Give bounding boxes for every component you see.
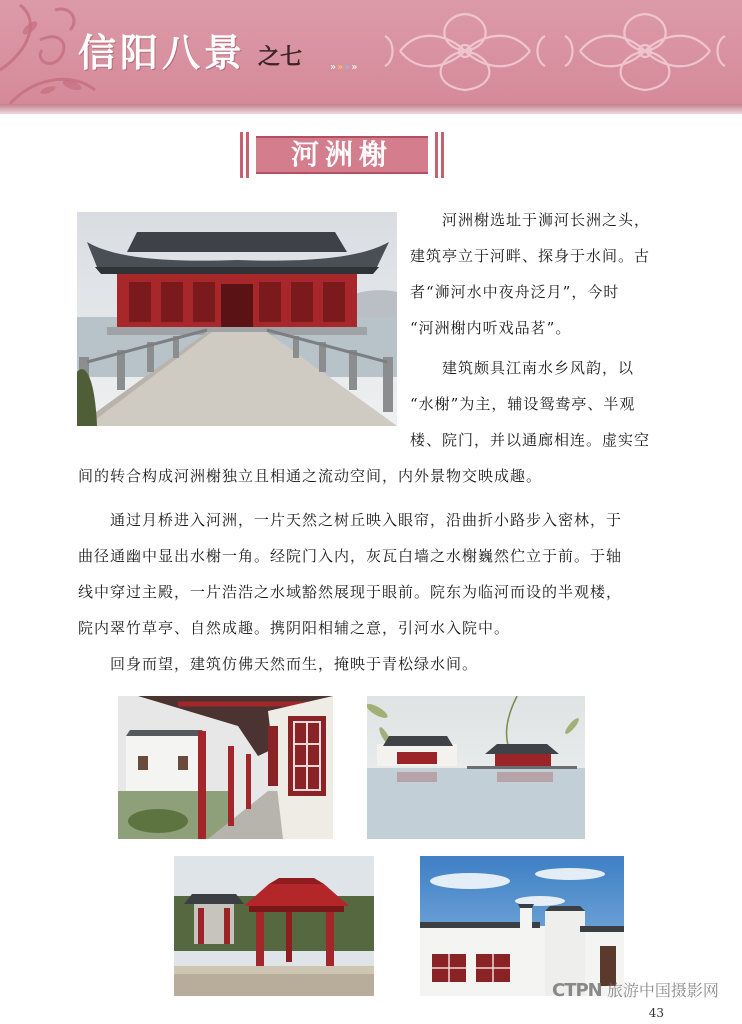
text-line: 建筑亭立于河畔、探身于水间。古 <box>410 247 651 265</box>
corridor-photo <box>118 696 333 839</box>
section-title: 河洲榭 <box>256 136 428 174</box>
damask-ornament-2 <box>560 6 730 96</box>
title-bar-right <box>441 132 444 178</box>
damask-ornament-1 <box>380 6 550 96</box>
text-line: 河洲榭选址于浉河长洲之头， <box>442 211 651 229</box>
banner-stripe <box>0 104 742 114</box>
text-line: 者“浉河水中夜舟泛月”，今时 <box>410 283 620 301</box>
text-line: 楼、院门，并以通廊相连。虚实空 <box>410 431 651 449</box>
paragraph-2-continued <box>78 458 678 494</box>
watermark-logo: CTPN <box>552 980 602 1001</box>
text-line: 线中穿过主殿，一片浩浩之水域豁然展现于眼前。院东为临河而设的半观楼， <box>78 583 623 601</box>
banner-subtitle: 之七 <box>258 45 303 70</box>
text-line: 通过月桥进入河洲，一片天然之树丘映入眼帘，沿曲折小路步入密林，于 <box>110 511 623 529</box>
white-wall-photo <box>420 856 624 996</box>
title-bar-left-inner <box>246 132 249 178</box>
section-title-frame <box>238 132 446 178</box>
text-line: 间的转合构成河洲榭独立且相通之流动空间，内外景物交映成趣。 <box>78 467 543 485</box>
title-bar-left <box>240 132 243 178</box>
text-line: “水榭”为主，辅设鸳鸯亭、半观 <box>410 395 636 413</box>
lake-pavilion-photo <box>367 696 585 839</box>
text-line: 回身而望，建筑仿佛天然而生，掩映于青松绿水间。 <box>110 655 479 673</box>
text-line: 曲径通幽中显出水榭一角。经院门入内，灰瓦白墙之水榭巍然伫立于前。于轴 <box>78 547 623 565</box>
watermark <box>552 978 719 1001</box>
paragraph-3 <box>78 502 678 646</box>
text-line: 建筑颇具江南水乡风韵，以 <box>442 359 635 377</box>
red-pavilion-photo <box>174 856 374 996</box>
main-pavilion-photo <box>77 212 397 426</box>
title-bar-right-inner <box>435 132 438 178</box>
watermark-text: 旅游中国摄影网 <box>606 981 719 1000</box>
page-number: 43 <box>648 1006 664 1020</box>
banner-title: 信阳八景 <box>78 31 247 75</box>
paragraph-1 <box>410 202 670 346</box>
text-line: “河洲榭内听戏品茗”。 <box>410 319 572 337</box>
text-line: 院内翠竹草亭、自然成趣。携阴阳相辅之意，引河水入院中。 <box>78 619 511 637</box>
paragraph-2 <box>410 350 670 458</box>
paragraph-4 <box>78 646 678 682</box>
decorative-arrows: »»»» <box>330 62 359 73</box>
header-banner <box>0 0 742 104</box>
